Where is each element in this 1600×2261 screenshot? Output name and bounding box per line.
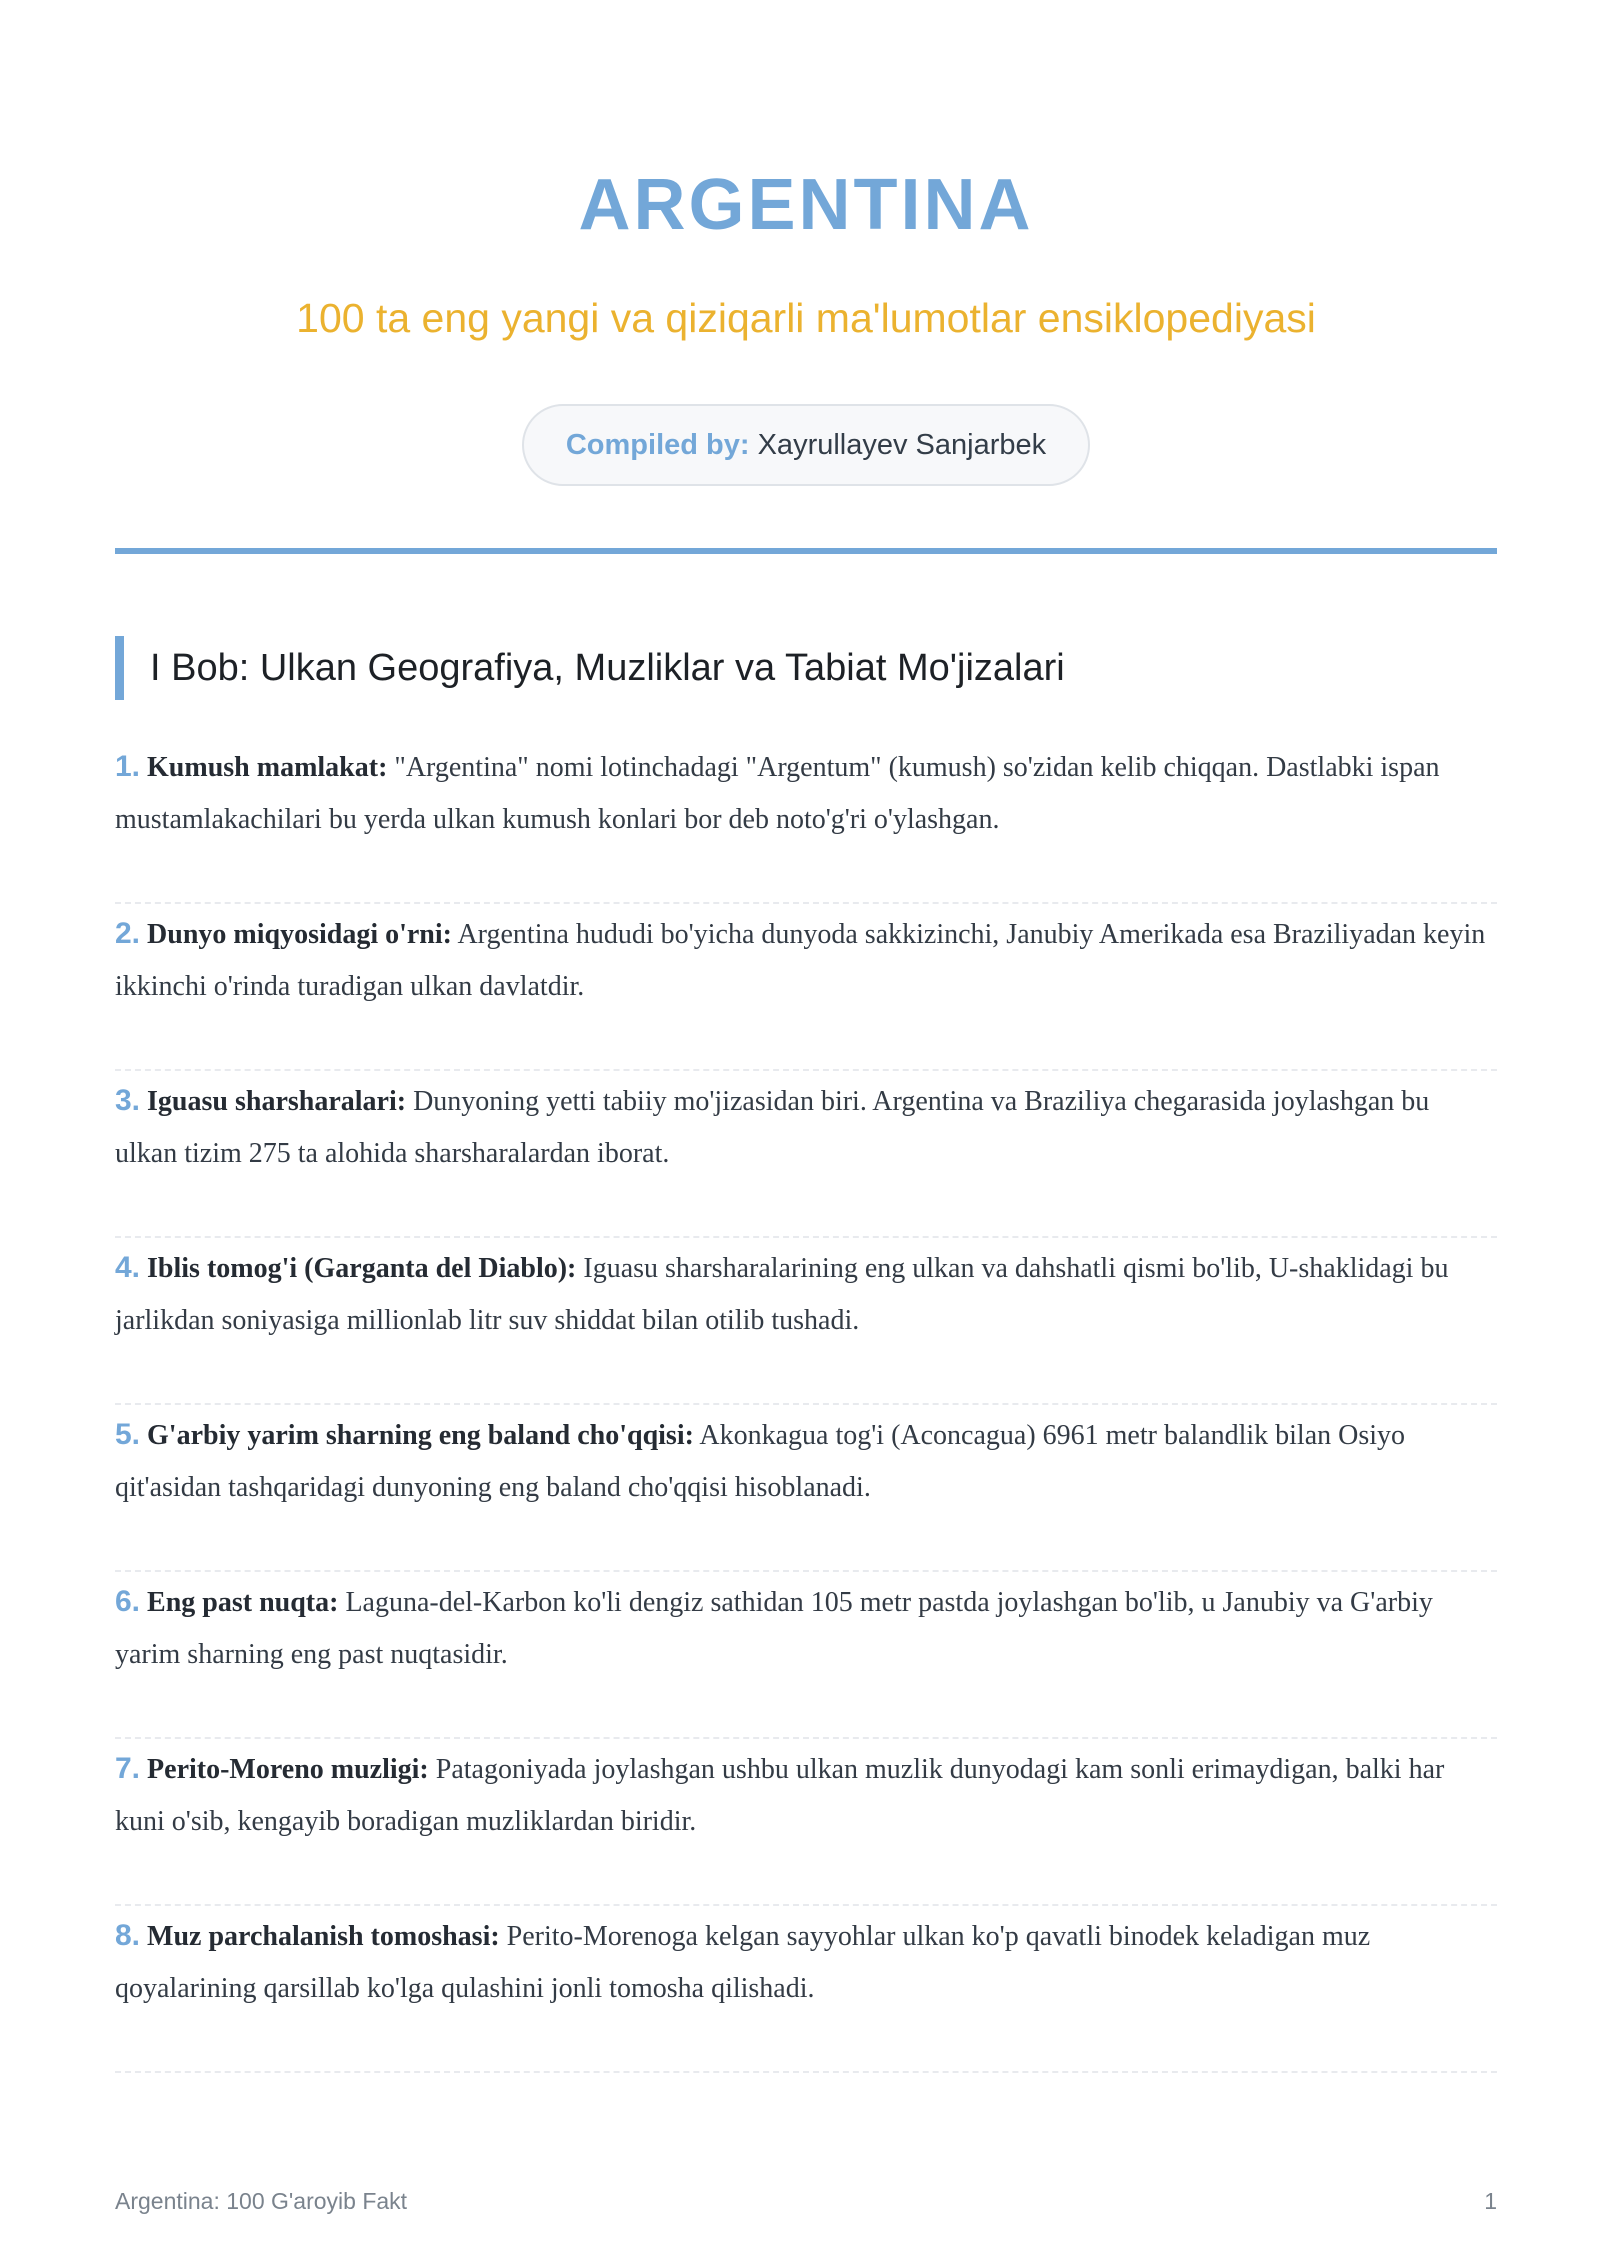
fact-term: Muz parchalanish tomoshasi: bbox=[147, 1921, 500, 1952]
fact-number: 1. bbox=[115, 750, 141, 783]
fact-number: 3. bbox=[115, 1084, 141, 1117]
fact-text: Iguasu sharsharalarining eng ulkan va dahshatli qismi bo'lib, U-shaklidagi bu jarlikdan soniyasiga millionlab litr suv shiddat bilan otilib tushadi. bbox=[115, 1253, 1449, 1336]
document-subtitle: 100 ta eng yangi va qiziqarli ma'lumotlar ensiklopediyasi bbox=[296, 295, 1316, 341]
header-divider bbox=[115, 548, 1497, 554]
fact-number: 2. bbox=[115, 917, 141, 950]
fact-item bbox=[115, 1906, 1497, 2073]
fact-item bbox=[115, 1572, 1497, 1739]
fact-term: Iblis tomog'i (Garganta del Diablo): bbox=[147, 1253, 577, 1284]
fact-item bbox=[115, 1071, 1497, 1238]
document-page bbox=[115, 0, 1497, 2261]
fact-text: Akonkagua tog'i (Aconcagua) 6961 metr balandlik bilan Osiyo qit'asidan tashqaridagi dunyoning eng baland cho'qqisi hisoblanadi. bbox=[115, 1420, 1406, 1503]
fact-item bbox=[115, 1739, 1497, 1906]
page-number: 1 bbox=[1484, 2188, 1497, 2214]
fact-text: Perito-Morenoga kelgan sayyohlar ulkan ko'p qavatli binodek keladigan muz qoyalarining qarsillab ko'lga qulashini jonli tomosha qilishadi. bbox=[115, 1921, 1371, 2004]
compiled-by-label: Compiled by: bbox=[565, 429, 750, 461]
fact-paragraph bbox=[115, 1910, 1497, 2015]
fact-paragraph bbox=[115, 1576, 1497, 1681]
fact-number: 7. bbox=[115, 1752, 141, 1785]
fact-term: Iguasu sharsharalari: bbox=[147, 1086, 407, 1117]
compiled-by-wrapper bbox=[115, 404, 1497, 486]
fact-number: 6. bbox=[115, 1585, 141, 1618]
fact-item bbox=[115, 1405, 1497, 1572]
fact-text: Argentina hududi bo'yicha dunyoda sakkizinchi, Janubiy Amerikada esa Braziliyadan keyin ikkinchi o'rinda turadigan ulkan davlatdir. bbox=[115, 919, 1486, 1002]
fact-number: 8. bbox=[115, 1919, 141, 1952]
fact-text: Dunyoning yetti tabiiy mo'jizasidan biri. Argentina va Braziliya chegarasida joylashgan bu ulkan tizim 275 ta alohida sharsharalardan iborat. bbox=[115, 1086, 1430, 1169]
fact-paragraph bbox=[115, 908, 1497, 1013]
compiled-by-badge bbox=[522, 404, 1090, 486]
footer-title: Argentina: 100 G'aroyib Fakt bbox=[115, 2188, 408, 2214]
fact-list bbox=[115, 737, 1497, 2073]
fact-paragraph bbox=[115, 1075, 1497, 1180]
fact-term: Dunyo miqyosidagi o'rni: bbox=[147, 919, 452, 950]
fact-paragraph bbox=[115, 1743, 1497, 1848]
fact-paragraph bbox=[115, 1242, 1497, 1347]
fact-item bbox=[115, 737, 1497, 904]
fact-term: Eng past nuqta: bbox=[147, 1587, 339, 1618]
fact-term: G'arbiy yarim sharning eng baland cho'qqisi: bbox=[147, 1420, 694, 1451]
fact-text: Patagoniyada joylashgan ushbu ulkan muzlik dunyodagi kam sonli erimaydigan, balki har kuni o'sib, kengayib boradigan muzliklardan biridir. bbox=[115, 1754, 1445, 1837]
fact-paragraph bbox=[115, 741, 1497, 846]
fact-number: 4. bbox=[115, 1251, 141, 1284]
fact-item bbox=[115, 1238, 1497, 1405]
fact-paragraph bbox=[115, 1409, 1497, 1514]
fact-term: Perito-Moreno muzligi: bbox=[147, 1754, 429, 1785]
chapter-heading: I Bob: Ulkan Geografiya, Muzliklar va Tabiat Mo'jizalari bbox=[115, 636, 1065, 700]
fact-term: Kumush mamlakat: bbox=[147, 752, 388, 783]
fact-text: "Argentina" nomi lotinchadagi "Argentum" (kumush) so'zidan kelib chiqqan. Dastlabki ispan mustamlakachilari bu yerda ulkan kumush konlari bor deb noto'g'ri o'ylashgan. bbox=[115, 752, 1440, 835]
document-title: ARGENTINA bbox=[578, 165, 1034, 245]
compiled-by-name: Xayrullayev Sanjarbek bbox=[757, 429, 1047, 461]
fact-number: 5. bbox=[115, 1418, 141, 1451]
fact-text: Laguna-del-Karbon ko'li dengiz sathidan 105 metr pastda joylashgan bo'lib, u Janubiy va G'arbiy yarim sharning eng past nuqtasidir. bbox=[115, 1587, 1433, 1670]
fact-item bbox=[115, 904, 1497, 1071]
